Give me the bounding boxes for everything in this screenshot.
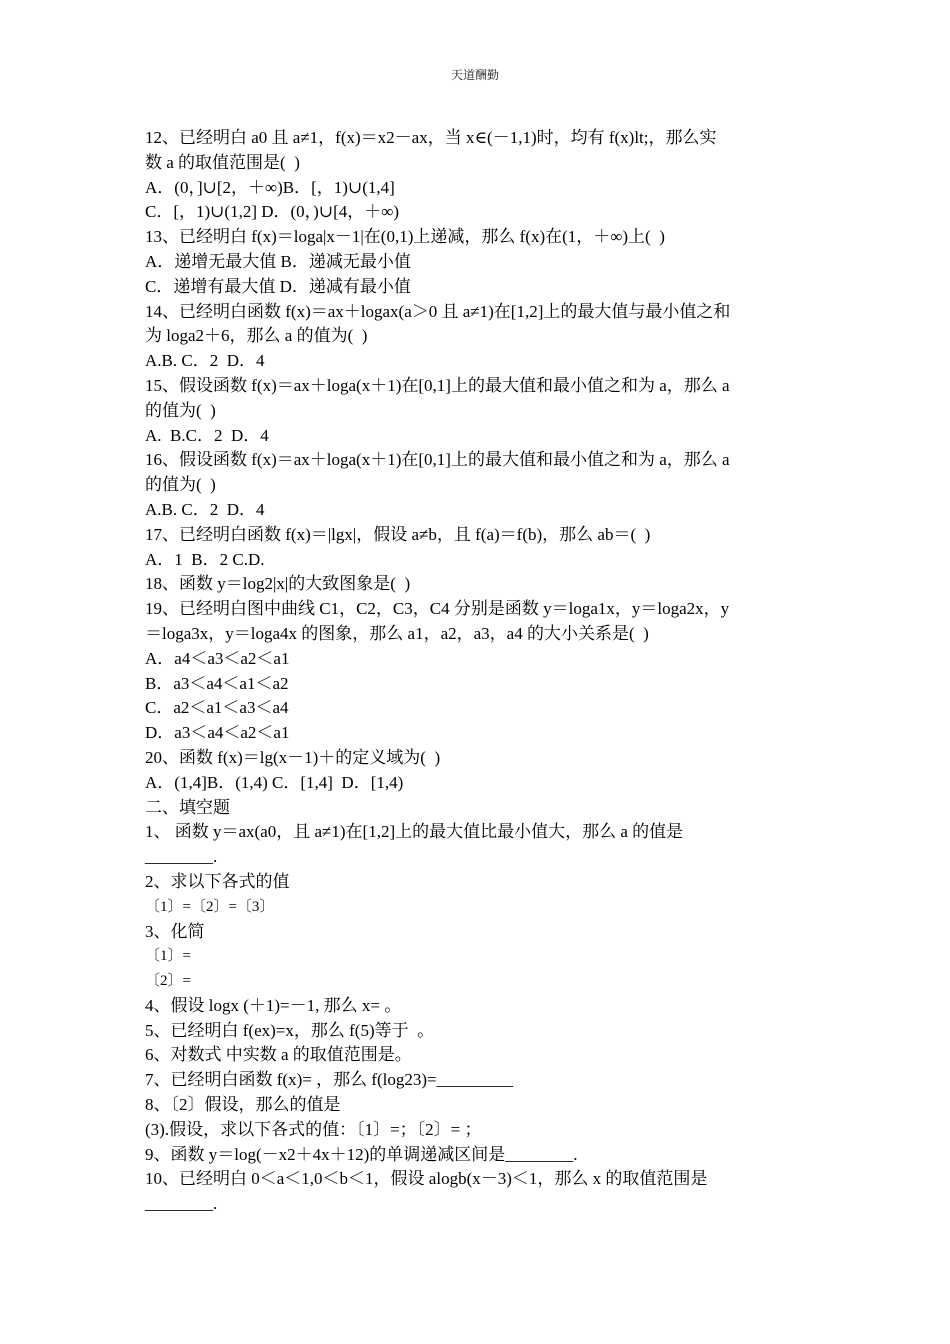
text-line: 〔1〕=〔2〕=〔3〕 — [145, 898, 275, 915]
text-line: 14、已经明白函数 f(x)＝ax＋logax(a＞0 且 a≠1)在[1,2]上的最大值与最小值之和 — [145, 301, 731, 321]
text-line: ________. — [145, 1194, 218, 1214]
text-line: 15、假设函数 f(x)＝ax＋loga(x＋1)在[0,1]上的最大值和最小值之和为 a，那么 a — [145, 375, 730, 395]
text-line: 5、已经明白 f(ex)=x，那么 f(5)等于 。 — [145, 1020, 435, 1040]
text-line: 3、化简 — [145, 921, 205, 941]
text-line: A．递增无最大值 B．递减无最小值 — [145, 251, 411, 271]
text-line: 9、函数 y＝log(－x2＋4x＋12)的单调递减区间是________. — [145, 1144, 578, 1164]
text-line: 7、已经明白函数 f(x)= ，那么 f(log23)=_________ — [145, 1070, 514, 1090]
text-line: 12、已经明白 a0 且 a≠1，f(x)＝x2－ax，当 x∈(－1,1)时，均有 f(x)lt;，那么实 — [145, 128, 717, 147]
text-line: 6、对数式 中实数 a 的取值范围是。 — [145, 1045, 412, 1065]
text-line: 19、已经明白图中曲线 C1，C2，C3，C4 分别是函数 y＝loga1x，y＝loga2x，y — [145, 599, 730, 619]
text-line: 的值为( ) — [145, 400, 216, 420]
text-line: D．a3＜a4＜a2＜a1 — [145, 723, 290, 743]
page-header: 天道酬勤 — [450, 68, 499, 82]
document-body — [145, 126, 815, 1217]
text-line: A.B. C．2 D．4 — [145, 351, 265, 371]
text-line: 20、函数 f(x)＝lg(x－1)＋的定义域为( ) — [145, 747, 441, 767]
text-line: 2、求以下各式的值 — [145, 871, 290, 891]
text-line: C．[，1)∪(1,2] D．(0，)∪[4，＋∞) — [145, 202, 400, 222]
text-line: ＝loga3x，y＝loga4x 的图象，那么 a1，a2，a3，a4 的大小关系是( ) — [145, 623, 649, 643]
text-line: 的值为( ) — [145, 475, 216, 495]
text-line: 10、已经明白 0＜a＜1,0＜b＜1，假设 alogb(x－3)＜1，那么 x 的取值范围是 — [145, 1169, 708, 1189]
text-line: C．a2＜a1＜a3＜a4 — [145, 698, 289, 718]
text-line: A. B.C．2 D．4 — [145, 425, 269, 445]
text-line: C．递增有最大值 D．递减有最小值 — [145, 276, 411, 296]
text-line: B．a3＜a4＜a1＜a2 — [145, 673, 289, 693]
text-line: 4、假设 logx (＋1)=－1, 那么 x= 。 — [145, 995, 402, 1015]
text-line: A．1 B．2 C.D. — [145, 549, 265, 569]
text-line: 13、已经明白 f(x)＝loga|x－1|在(0,1)上递减，那么 f(x)在(1，＋∞)上( ) — [145, 227, 665, 247]
text-line: 17、已经明白函数 f(x)＝|lgx|，假设 a≠b，且 f(a)＝f(b)，那么 ab＝( ) — [145, 524, 651, 544]
text-line: A．(0，]∪[2，＋∞)B．[，1)∪(1,4] — [145, 177, 395, 197]
text-line: 8、〔2〕假设，那么的值是 — [145, 1095, 341, 1115]
text-line: 为 loga2＋6，那么 a 的值为( ) — [145, 326, 368, 346]
text-line: 16、假设函数 f(x)＝ax＋loga(x＋1)在[0,1]上的最大值和最小值之和为 a，那么 a — [145, 450, 730, 470]
text-line: ________. — [145, 847, 218, 867]
text-line: 数 a 的取值范围是( ) — [145, 152, 300, 172]
text-line: 〔2〕= — [145, 973, 191, 990]
text-line: A．(1,4]B．(1,4) C．[1,4] D．[1,4) — [145, 772, 404, 792]
text-line: 〔1〕= — [145, 948, 191, 965]
text-line: 1、 函数 y＝ax(a0，且 a≠1)在[1,2]上的最大值比最小值大，那么 a 的值是 — [145, 822, 684, 842]
text-line: 18、函数 y＝log2|x|的大致图象是( ) — [145, 574, 411, 594]
text-line: 二、填空题 — [145, 797, 230, 817]
text-line: A.B. C．2 D．4 — [145, 499, 265, 519]
text-line: (3).假设，求以下各式的值：〔1〕=；〔2〕= ； — [145, 1119, 482, 1139]
text-line: A．a4＜a3＜a2＜a1 — [145, 648, 290, 668]
